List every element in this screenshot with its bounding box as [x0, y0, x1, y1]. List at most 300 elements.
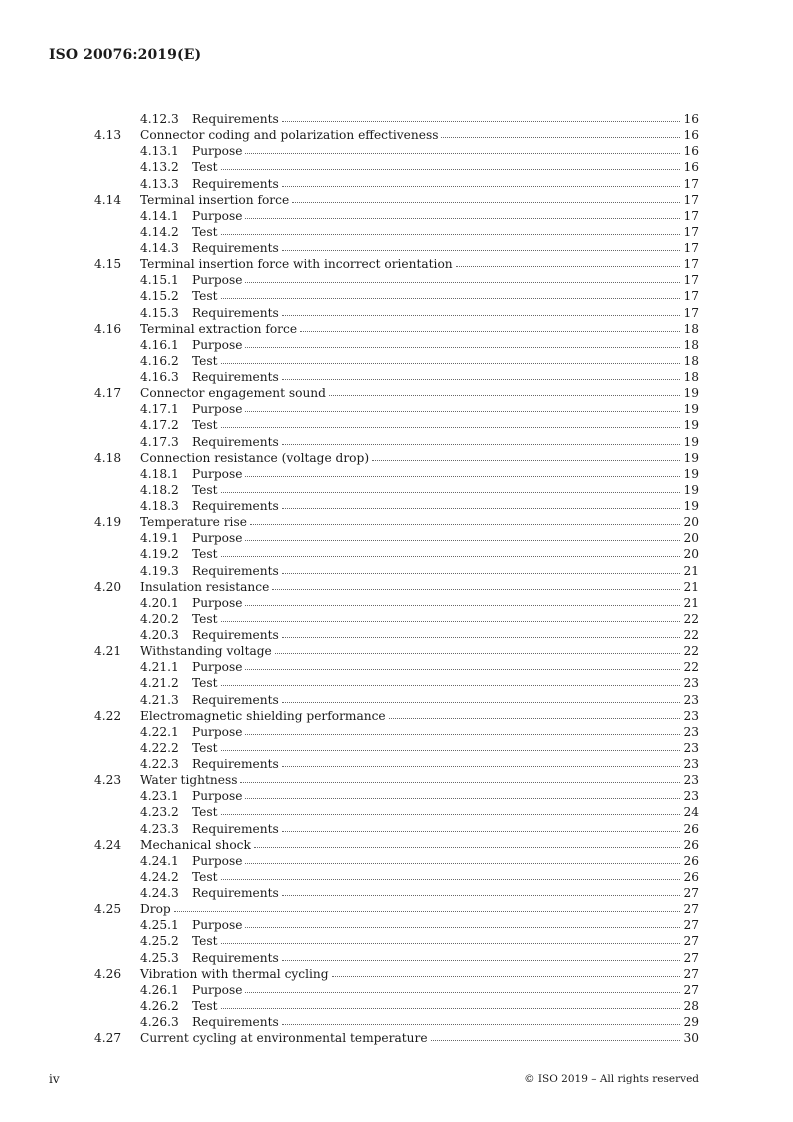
toc-entry[interactable]: [94, 401, 699, 417]
toc-entry-title: Connector engagement sound: [140, 386, 326, 401]
toc-entry-title: Test: [192, 224, 218, 239]
toc-entry-number: 4.14: [94, 192, 122, 207]
toc-entry-body: [192, 724, 699, 740]
toc-entry-body: [192, 788, 699, 804]
toc-entry-number: 4.26: [94, 966, 122, 981]
toc-entry-body: [140, 708, 699, 724]
dot-leader: [300, 320, 680, 332]
dot-leader: [245, 594, 680, 606]
toc-entry-page: 17: [683, 224, 699, 239]
toc-entry-body: [192, 917, 699, 933]
dot-leader: [272, 578, 680, 590]
toc-entry-body: [140, 643, 699, 659]
toc-entry-number: 4.16.2: [140, 353, 179, 368]
dot-leader: [221, 868, 680, 880]
toc-entry[interactable]: [94, 982, 699, 998]
dot-leader: [245, 723, 680, 735]
toc-entry-body: [192, 982, 699, 998]
toc-entry[interactable]: [94, 708, 699, 724]
toc-entry-page: 28: [683, 998, 699, 1013]
footer-copyright: © ISO 2019 – All rights reserved: [524, 1073, 699, 1085]
toc-entry-body: [192, 740, 699, 756]
toc-entry-number: 4.25.3: [140, 950, 179, 965]
toc-entry-number: 4.22: [94, 708, 122, 723]
toc-entry-body: [192, 853, 699, 869]
toc-entry-title: Requirements: [192, 499, 279, 513]
toc-entry-body: [192, 627, 699, 643]
toc-entry[interactable]: [94, 369, 699, 385]
toc-entry[interactable]: [94, 321, 699, 337]
toc-entry-body: [192, 482, 699, 498]
dot-leader: [250, 513, 680, 525]
toc-entry-number: 4.19.1: [140, 531, 179, 546]
toc-entry-title: Requirements: [192, 1015, 279, 1029]
dot-leader: [221, 158, 680, 170]
toc-entry-body: [192, 417, 699, 433]
toc-entry[interactable]: [94, 933, 699, 949]
toc-entry-body: [192, 933, 699, 949]
dot-leader: [282, 497, 680, 509]
dot-leader: [282, 433, 680, 445]
toc-entry-number: 4.21: [94, 644, 122, 659]
dot-leader: [332, 965, 680, 977]
toc-entry-title: Terminal insertion force with incorrect orientation: [140, 257, 453, 272]
toc-entry[interactable]: [94, 353, 699, 369]
toc-entry-title: Electromagnetic shielding performance: [140, 708, 386, 723]
toc-entry-title: Test: [192, 418, 218, 433]
toc-entry-body: [192, 950, 699, 966]
toc-entry-title: Requirements: [192, 886, 279, 900]
toc-entry-body: [192, 998, 699, 1014]
toc-entry[interactable]: [94, 869, 699, 885]
toc-entry-title: Test: [192, 934, 218, 949]
toc-entry[interactable]: [94, 595, 699, 611]
toc-entry[interactable]: [94, 611, 699, 627]
toc-entry-number: 4.19.3: [140, 563, 179, 578]
toc-entry[interactable]: [94, 966, 699, 982]
toc-entry-title: Purpose: [192, 660, 243, 675]
toc-entry-body: [140, 772, 699, 788]
toc-entry-page: 26: [683, 853, 699, 868]
toc-entry-title: Purpose: [192, 724, 243, 739]
toc-entry-page: 19: [683, 386, 699, 401]
toc-entry-body: [192, 466, 699, 482]
toc-entry-title: Current cycling at environmental temperature: [140, 1031, 428, 1046]
dot-leader: [221, 674, 680, 686]
toc-entry[interactable]: [94, 756, 699, 772]
dot-leader: [282, 1013, 680, 1025]
toc-entry-body: [192, 434, 699, 450]
toc-entry-body: [192, 369, 699, 385]
toc-entry-title: Purpose: [192, 531, 243, 546]
toc-entry-title: Purpose: [192, 402, 243, 417]
toc-entry-body: [140, 256, 699, 272]
toc-entry-page: 17: [683, 192, 699, 207]
toc-entry-body: [140, 321, 699, 337]
dot-leader: [282, 110, 680, 122]
toc-entry[interactable]: [94, 498, 699, 514]
toc-entry[interactable]: [94, 466, 699, 482]
toc-entry-number: 4.14.3: [140, 241, 179, 255]
toc-entry-number: 4.24: [94, 837, 122, 852]
dot-leader: [221, 223, 680, 235]
toc-entry-title: Test: [192, 482, 218, 497]
dot-leader: [221, 739, 680, 751]
dot-leader: [389, 707, 680, 719]
toc-entry-number: 4.16: [94, 321, 122, 336]
toc-entry-title: Requirements: [192, 112, 279, 126]
toc-entry-number: 4.19: [94, 515, 122, 530]
toc-entry-title: Vibration with thermal cycling: [140, 966, 329, 981]
toc-entry-body: [192, 804, 699, 820]
toc-entry-page: 21: [683, 595, 699, 610]
toc-entry-body: [192, 159, 699, 175]
toc-entry-body: [192, 659, 699, 675]
toc-entry[interactable]: [94, 1030, 699, 1046]
toc-entry-page: 23: [683, 676, 699, 691]
toc-entry-body: [192, 546, 699, 562]
toc-entry-title: Temperature rise: [140, 515, 247, 530]
toc-entry-page: 16: [683, 144, 699, 159]
toc-entry[interactable]: [94, 885, 699, 901]
toc-entry-body: [140, 966, 699, 982]
toc-entry[interactable]: [94, 305, 699, 321]
toc-entry-page: 27: [683, 918, 699, 933]
dot-leader: [245, 465, 680, 477]
toc-entry-number: 4.14.1: [140, 208, 179, 223]
toc-entry-title: Terminal extraction force: [140, 321, 298, 336]
toc-entry[interactable]: [94, 724, 699, 740]
dot-leader: [221, 481, 680, 493]
toc-entry-title: Water tightness: [140, 773, 238, 788]
dot-leader: [245, 529, 680, 541]
toc-entry-number: 4.20.2: [140, 611, 179, 626]
dot-leader: [282, 884, 680, 896]
toc-entry[interactable]: [94, 530, 699, 546]
toc-entry-page: 19: [683, 434, 699, 449]
toc-entry-page: 16: [683, 160, 699, 175]
toc-entry[interactable]: [94, 950, 699, 966]
toc-entry[interactable]: [94, 288, 699, 304]
toc-entry-page: 27: [683, 934, 699, 949]
dot-leader: [282, 949, 680, 961]
toc-entry-page: 19: [683, 499, 699, 513]
toc-entry[interactable]: [94, 337, 699, 353]
toc-entry-page: 23: [683, 757, 699, 771]
toc-entry[interactable]: [94, 998, 699, 1014]
toc-entry-title: Requirements: [192, 305, 279, 320]
toc-entry-page: 17: [683, 176, 699, 191]
toc-entry-body: [192, 530, 699, 546]
toc-entry-body: [140, 450, 699, 466]
toc-entry-page: 27: [683, 966, 699, 981]
toc-entry-page: 17: [683, 208, 699, 223]
toc-entry[interactable]: [94, 563, 699, 579]
toc-entry[interactable]: [94, 579, 699, 595]
toc-entry-page: 19: [683, 450, 699, 465]
toc-entry-title: Test: [192, 805, 218, 820]
dot-leader: [221, 416, 680, 428]
dot-leader: [282, 755, 680, 767]
toc-entry-title: Requirements: [192, 821, 279, 836]
toc-entry-number: 4.17.2: [140, 418, 179, 433]
toc-entry-page: 19: [683, 466, 699, 481]
toc-entry-title: Withstanding voltage: [140, 644, 272, 659]
toc-entry-page: 23: [683, 708, 699, 723]
toc-entry[interactable]: [94, 176, 699, 192]
toc-entry-title: Requirements: [192, 757, 279, 771]
toc-entry-page: 20: [683, 515, 699, 530]
toc-entry-body: [140, 579, 699, 595]
dot-leader: [245, 852, 680, 864]
toc-entry-page: 16: [683, 128, 699, 143]
toc-entry-body: [192, 595, 699, 611]
toc-entry-body: [140, 514, 699, 530]
toc-entry-number: 4.15: [94, 257, 122, 272]
toc-entry-title: Purpose: [192, 982, 243, 997]
toc-entry[interactable]: [94, 643, 699, 659]
toc-entry-page: 17: [683, 273, 699, 288]
toc-entry-number: 4.17: [94, 386, 122, 401]
toc-entry-number: 4.23.3: [140, 821, 179, 836]
toc-entry-title: Test: [192, 547, 218, 562]
toc-entry-title: Purpose: [192, 918, 243, 933]
toc-entry[interactable]: [94, 159, 699, 175]
toc-entry-page: 17: [683, 305, 699, 320]
dot-leader: [372, 449, 680, 461]
toc-entry-page: 23: [683, 773, 699, 788]
toc-entry-title: Requirements: [192, 950, 279, 965]
toc-entry-page: 18: [683, 353, 699, 368]
toc-entry-title: Test: [192, 289, 218, 304]
toc-entry-page: 26: [683, 869, 699, 884]
toc-entry-body: [192, 305, 699, 321]
toc-entry-title: Connection resistance (voltage drop): [140, 450, 370, 465]
toc-entry-body: [192, 337, 699, 353]
toc-entry-number: 4.17.3: [140, 434, 179, 449]
toc-entry-page: 22: [683, 611, 699, 626]
toc-entry-body: [192, 240, 699, 256]
toc-entry-number: 4.22.2: [140, 740, 179, 755]
toc-entry-page: 22: [683, 644, 699, 659]
toc-entry-title: Purpose: [192, 337, 243, 352]
toc-entry[interactable]: [94, 514, 699, 530]
toc-entry-title: Test: [192, 869, 218, 884]
toc-entry-number: 4.13.1: [140, 144, 179, 159]
toc-entry-title: Mechanical shock: [140, 837, 251, 852]
toc-entry-number: 4.15.2: [140, 289, 179, 304]
toc-entry-body: [140, 385, 699, 401]
toc-entry[interactable]: [94, 788, 699, 804]
footer-page-number: iv: [49, 1072, 60, 1086]
toc-entry-number: 4.12.3: [140, 112, 179, 126]
toc-entry-number: 4.13: [94, 128, 122, 143]
toc-entry-body: [192, 692, 699, 708]
toc-entry[interactable]: [94, 901, 699, 917]
toc-entry-title: Purpose: [192, 853, 243, 868]
toc-entry[interactable]: [94, 482, 699, 498]
toc-entry-number: 4.18.1: [140, 466, 179, 481]
toc-entry-title: Requirements: [192, 563, 279, 578]
toc-entry-body: [192, 208, 699, 224]
toc-entry-page: 18: [683, 337, 699, 352]
dot-leader: [221, 997, 680, 1009]
toc-entry-body: [192, 611, 699, 627]
toc-entry-body: [192, 563, 699, 579]
dot-leader: [282, 304, 680, 316]
toc-entry-body: [192, 885, 699, 901]
toc-entry-number: 4.18: [94, 450, 122, 465]
toc-entry[interactable]: [94, 385, 699, 401]
toc-entry[interactable]: [94, 240, 699, 256]
toc-entry-number: 4.24.2: [140, 869, 179, 884]
toc-entry-page: 27: [683, 902, 699, 917]
dot-leader: [245, 916, 680, 928]
document-header: ISO 20076:2019(E): [49, 47, 202, 63]
toc-entry-number: 4.24.3: [140, 886, 179, 900]
toc-entry-body: [192, 353, 699, 369]
dot-leader: [245, 787, 680, 799]
toc-entry-body: [192, 272, 699, 288]
toc-entry-body: [140, 127, 699, 143]
toc-entry-title: Requirements: [192, 370, 279, 384]
dot-leader: [174, 900, 680, 912]
toc-entry-number: 4.26.2: [140, 998, 179, 1013]
toc-entry[interactable]: [94, 675, 699, 691]
toc-entry-title: Requirements: [192, 692, 279, 707]
toc-entry[interactable]: [94, 740, 699, 756]
toc-entry-page: 17: [683, 241, 699, 255]
toc-entry-title: Purpose: [192, 144, 243, 159]
toc-entry[interactable]: [94, 143, 699, 159]
dot-leader: [221, 803, 680, 815]
dot-leader: [245, 336, 680, 348]
toc-entry-body: [140, 837, 699, 853]
toc-entry-body: [192, 176, 699, 192]
toc-entry-page: 20: [683, 531, 699, 546]
toc-entry-page: 26: [683, 821, 699, 836]
toc-entry-number: 4.23.1: [140, 789, 179, 804]
table-of-contents: [94, 111, 699, 1046]
toc-entry-title: Test: [192, 740, 218, 755]
toc-entry[interactable]: [94, 546, 699, 562]
toc-entry-number: 4.23: [94, 773, 122, 788]
dot-leader: [240, 771, 680, 783]
dot-leader: [245, 400, 680, 412]
toc-entry[interactable]: [94, 1014, 699, 1030]
toc-entry-page: 27: [683, 886, 699, 900]
dot-leader: [456, 255, 680, 267]
toc-entry-number: 4.27: [94, 1031, 122, 1046]
toc-entry-number: 4.23.2: [140, 805, 179, 820]
toc-entry-title: Requirements: [192, 241, 279, 255]
toc-entry-title: Purpose: [192, 466, 243, 481]
toc-entry-body: [192, 1014, 699, 1030]
toc-entry-page: 26: [683, 837, 699, 852]
toc-entry[interactable]: [94, 434, 699, 450]
toc-entry[interactable]: [94, 272, 699, 288]
toc-entry-number: 4.21.3: [140, 692, 179, 707]
toc-entry-page: 22: [683, 628, 699, 642]
toc-entry[interactable]: [94, 853, 699, 869]
toc-entry-title: Test: [192, 611, 218, 626]
toc-entry[interactable]: [94, 450, 699, 466]
toc-entry-body: [192, 288, 699, 304]
toc-entry-number: 4.14.2: [140, 224, 179, 239]
dot-leader: [282, 691, 680, 703]
toc-entry-title: Requirements: [192, 434, 279, 449]
toc-entry-title: Test: [192, 676, 218, 691]
dot-leader: [282, 820, 680, 832]
toc-entry[interactable]: [94, 627, 699, 643]
dot-leader: [254, 836, 680, 848]
toc-entry-title: Drop: [140, 902, 171, 917]
dot-leader: [245, 142, 680, 154]
toc-entry-title: Terminal insertion force: [140, 192, 290, 207]
toc-entry-body: [140, 192, 699, 208]
toc-entry-page: 29: [683, 1015, 699, 1029]
toc-entry-page: 24: [683, 805, 699, 820]
toc-entry[interactable]: [94, 192, 699, 208]
toc-entry-body: [192, 821, 699, 837]
toc-entry-number: 4.26.1: [140, 982, 179, 997]
toc-entry-title: Requirements: [192, 628, 279, 642]
toc-entry[interactable]: [94, 837, 699, 853]
toc-entry-number: 4.25: [94, 902, 122, 917]
toc-entry-page: 19: [683, 402, 699, 417]
toc-entry-body: [192, 756, 699, 772]
toc-entry-body: [140, 901, 699, 917]
dot-leader: [282, 175, 680, 187]
toc-entry[interactable]: [94, 917, 699, 933]
toc-entry-page: 18: [683, 370, 699, 384]
toc-entry-page: 21: [683, 563, 699, 578]
toc-entry-title: Test: [192, 998, 218, 1013]
toc-entry-number: 4.15.3: [140, 305, 179, 320]
toc-entry[interactable]: [94, 821, 699, 837]
toc-entry[interactable]: [94, 224, 699, 240]
dot-leader: [221, 287, 680, 299]
toc-entry[interactable]: [94, 804, 699, 820]
toc-entry-title: Test: [192, 353, 218, 368]
toc-entry[interactable]: [94, 659, 699, 675]
toc-entry-body: [192, 224, 699, 240]
toc-entry[interactable]: [94, 692, 699, 708]
toc-entry-body: [140, 1030, 699, 1046]
toc-entry[interactable]: [94, 127, 699, 143]
toc-entry-number: 4.15.1: [140, 273, 179, 288]
toc-entry-body: [192, 675, 699, 691]
dot-leader: [431, 1029, 680, 1041]
toc-entry[interactable]: [94, 417, 699, 433]
toc-entry-page: 18: [683, 321, 699, 336]
toc-entry-title: Insulation resistance: [140, 579, 270, 594]
toc-entry-number: 4.20.3: [140, 628, 179, 642]
toc-entry-title: Purpose: [192, 789, 243, 804]
dot-leader: [275, 642, 680, 654]
dot-leader: [245, 271, 680, 283]
toc-entry-page: 27: [683, 950, 699, 965]
toc-entry[interactable]: [94, 772, 699, 788]
toc-entry[interactable]: [94, 111, 699, 127]
toc-entry-title: Requirements: [192, 176, 279, 191]
dot-leader: [282, 562, 680, 574]
toc-entry[interactable]: [94, 256, 699, 272]
toc-entry[interactable]: [94, 208, 699, 224]
dot-leader: [282, 368, 680, 380]
toc-entry-page: 17: [683, 257, 699, 272]
toc-entry-page: 17: [683, 289, 699, 304]
